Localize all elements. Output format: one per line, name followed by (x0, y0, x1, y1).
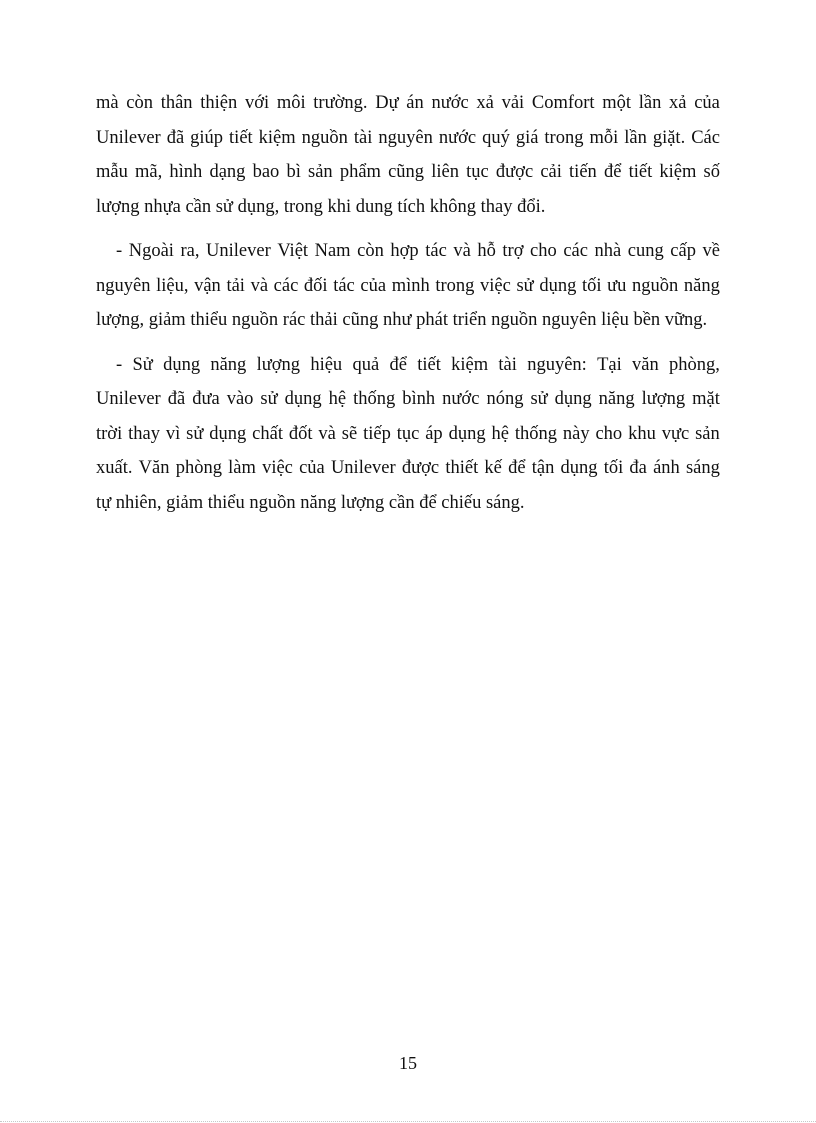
word: bao (252, 162, 280, 182)
text-line (96, 348, 720, 383)
word: để (389, 354, 407, 375)
word: dạng (209, 162, 246, 182)
text-line (96, 382, 720, 417)
word: cho (530, 241, 557, 261)
word: mỗi (589, 127, 619, 148)
paragraph-environment (96, 86, 720, 224)
word: khu (628, 423, 656, 444)
word: cấp (670, 241, 696, 261)
word: ưu (607, 275, 627, 296)
word: một (602, 93, 632, 113)
word: đốt (288, 423, 313, 444)
word: để (508, 458, 526, 478)
word: xuất. (96, 458, 133, 478)
word: trợ (502, 241, 524, 261)
word: sản (308, 162, 333, 182)
word: nguyên (96, 275, 151, 296)
word: vào (226, 389, 254, 409)
word: các (273, 275, 299, 296)
word: nguồn (301, 127, 348, 148)
word: việc (480, 275, 511, 296)
word: hiệu (310, 354, 343, 375)
word: dụng (539, 275, 577, 296)
word: tiết (417, 354, 441, 375)
word: Unilever (96, 127, 161, 148)
word: sử (530, 389, 548, 409)
word: cải (540, 162, 562, 182)
word: tục (466, 162, 489, 182)
text-line: tự nhiên, giảm thiểu nguồn năng lượng cần để chiếu sáng. (96, 492, 525, 513)
word: trong (435, 275, 475, 296)
word: đưa (192, 389, 220, 409)
word: được (401, 458, 440, 478)
word: lượng (256, 354, 301, 375)
word: để (603, 162, 622, 182)
word: quý (482, 127, 510, 148)
page-number: 15 (399, 1053, 417, 1073)
word: tối (603, 458, 624, 478)
word: của (694, 93, 720, 113)
word: tác (333, 275, 355, 296)
word: năng (210, 354, 247, 375)
word: đã (166, 127, 185, 148)
word: sử (186, 423, 204, 444)
word: đối (303, 275, 328, 296)
word: giúp (190, 127, 224, 148)
word: nước (431, 93, 469, 113)
word: còn (126, 93, 154, 113)
word: bì (286, 162, 301, 182)
word: việc (262, 458, 293, 478)
word: cho (595, 423, 623, 444)
word: vải (501, 93, 525, 113)
word: trời (96, 423, 123, 444)
text-line: lượng, giảm thiểu nguồn rác thải cũng như phát triển nguồn nguyên liệu bền vững. (96, 310, 708, 330)
word: Văn (138, 458, 170, 478)
word: hợp (390, 241, 419, 261)
word: sản (695, 423, 720, 444)
word: liên (431, 162, 459, 182)
text-line (96, 234, 720, 269)
text-line (96, 121, 720, 156)
word: nguyên: (527, 354, 587, 375)
word: mặt (692, 389, 720, 409)
word: số (703, 162, 720, 182)
word: này (562, 423, 590, 444)
word: Unilever (206, 241, 271, 261)
word: sử (516, 275, 534, 296)
word: được (495, 162, 534, 182)
word: dụng (209, 423, 247, 444)
word: mẫu (96, 162, 128, 182)
word: kế (484, 458, 502, 478)
word: trường. (313, 93, 368, 113)
word: án (406, 93, 424, 113)
word: kiệm (258, 127, 296, 148)
word: kiệm (659, 162, 697, 182)
word: hình (169, 162, 203, 182)
word: Unilever (96, 389, 161, 409)
page-bottom-divider (0, 1121, 816, 1122)
word: đã (167, 389, 186, 409)
word: cung (627, 241, 664, 261)
word: bình (402, 389, 436, 409)
word: của (360, 275, 387, 296)
word: áp (425, 423, 443, 444)
word: liệu, (156, 275, 189, 296)
word: tục (396, 423, 420, 444)
word: với (244, 93, 270, 113)
word: xả (669, 93, 687, 113)
word: dụng (284, 389, 322, 409)
word: mà (96, 93, 119, 113)
word: sáng (685, 458, 720, 478)
word: nhà (594, 241, 622, 261)
text-line: lượng nhựa cần sử dụng, trong khi dung tích không thay đổi. (96, 196, 546, 217)
word: thân (160, 93, 193, 113)
word: dụng (560, 458, 598, 478)
word: thiện (200, 93, 238, 113)
word: năng (598, 389, 635, 409)
word: sử (260, 389, 278, 409)
text-line (96, 451, 720, 486)
word: và (453, 241, 471, 261)
word: xả (476, 93, 494, 113)
word: mã, (135, 162, 163, 182)
paragraph-energy (96, 348, 720, 521)
word: Ngoài (128, 241, 174, 261)
word: dụng (554, 389, 592, 409)
word: Các (691, 127, 720, 148)
word: dụng (448, 423, 486, 444)
word: kiệm (451, 354, 489, 375)
word: tiếp (363, 423, 391, 444)
word: Nam (314, 241, 351, 261)
word: Sử (132, 354, 153, 375)
paragraph-partners (96, 234, 720, 338)
word: tiết (628, 162, 653, 182)
word: ra, (180, 241, 200, 261)
text-line (96, 417, 720, 452)
word: năng (683, 275, 720, 296)
word: lần (624, 127, 647, 148)
word: sẽ (341, 423, 358, 444)
word: tiến (569, 162, 597, 182)
text-line (96, 269, 720, 304)
word: nguồn (632, 275, 679, 296)
text-line (96, 155, 720, 190)
word: Dự (375, 93, 399, 113)
word: môi (276, 93, 306, 113)
word: - (116, 241, 123, 261)
word: hỗ (477, 241, 496, 261)
word: thống (514, 423, 557, 444)
word: phẩm (339, 162, 381, 182)
page-body (96, 86, 720, 520)
word: còn (357, 241, 384, 261)
word: chất (252, 423, 283, 444)
word: giá (515, 127, 539, 148)
word: thống (353, 389, 396, 409)
word: nước (442, 389, 480, 409)
word: tiết (229, 127, 253, 148)
word: vực (661, 423, 690, 444)
word: hệ (328, 389, 347, 409)
word: Việt (277, 241, 309, 261)
word: văn (632, 354, 659, 375)
word: tài (498, 354, 517, 375)
word: đa (629, 458, 647, 478)
word: và (318, 423, 336, 444)
word: giặt. (652, 127, 686, 148)
word: mình (391, 275, 430, 296)
word: phòng, (669, 354, 720, 375)
word: nguyên (378, 127, 433, 148)
word: quả (352, 354, 380, 375)
word: cũng (388, 162, 425, 182)
word: thiết (445, 458, 479, 478)
word: - (116, 354, 123, 375)
word: phòng (175, 458, 222, 478)
word: Unilever (330, 458, 396, 478)
word: tối (581, 275, 602, 296)
word: nước (438, 127, 477, 148)
word: thay (128, 423, 160, 444)
word: vì (165, 423, 181, 444)
word: tác (425, 241, 447, 261)
word: lần (638, 93, 662, 113)
word: trong (544, 127, 584, 148)
word: của (299, 458, 325, 478)
word: các (563, 241, 588, 261)
text-line (96, 86, 720, 121)
word: hệ (491, 423, 509, 444)
word: làm (228, 458, 256, 478)
word: vận (194, 275, 221, 296)
word: lượng (641, 389, 686, 409)
word: tận (531, 458, 555, 478)
word: và (250, 275, 269, 296)
word: ánh (653, 458, 680, 478)
word: tải (226, 275, 245, 296)
word: tài (353, 127, 373, 148)
word: dụng (163, 354, 201, 375)
word: nóng (486, 389, 524, 409)
word: Tại (597, 354, 622, 375)
word: Comfort (531, 93, 595, 113)
word: về (702, 241, 720, 261)
